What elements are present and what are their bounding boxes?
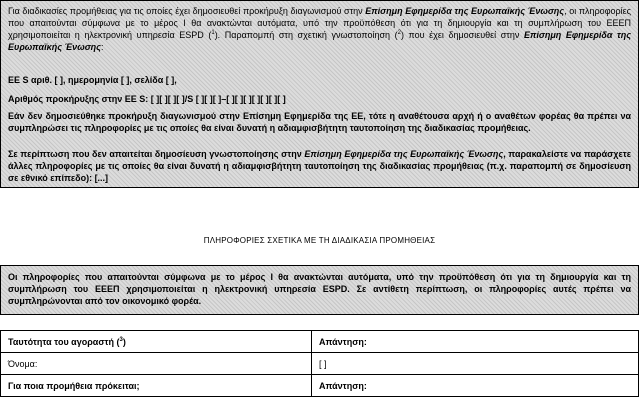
answer-header	[312, 375, 639, 397]
text: Οι πληροφορίες που απαιτούνται σύμφωνα με το μέρος Ι θα ανακτώνται αυτόματα, υπό την προϋπόθεση ότι για τη δημιουργία και τη συμπλήρωση του ΕΕΕΠ χρησιμοποιείται η ηλεκτρονική υπηρεσία ESPD. Σε αντίθετη περίπτωση, οι πληροφορίες αυτές πρέπει να συμπληρώνονται από τον οικονομικό φορέα.	[8, 272, 631, 306]
buyer-identity-label	[1, 331, 312, 353]
notice-paragraph-intro	[8, 5, 631, 53]
text: )	[122, 336, 126, 347]
text: Ταυτότητα του αγοραστή (	[8, 336, 120, 347]
notice-paragraph-other-info	[8, 148, 631, 184]
oj-reference-line	[8, 74, 631, 86]
table-row	[1, 331, 639, 353]
procurement-subject-label	[1, 375, 312, 397]
oj-eu-title: Επίσημη Εφημερίδα της Ευρωπαϊκής Ένωσης	[8, 30, 631, 52]
footnote-ref: 1	[211, 30, 215, 36]
answer-header	[312, 331, 639, 353]
info-paragraph	[8, 271, 631, 307]
notice-number-line	[8, 93, 631, 105]
oj-eu-title: Επίσημη Εφημερίδα της Ευρωπαϊκής Ένωσης	[365, 6, 565, 16]
text: ) που έχει δημοσιευθεί στην	[400, 30, 524, 40]
oj-reference: ΕΕ S αριθ. [ ], ημερομηνία [ ], σελίδα [ ],	[8, 75, 177, 85]
text: , παρακαλείστε να παράσχετε άλλες πληροφορίες με τις οποίες θα είναι δυνατή η αδιαμφισβήτητη ταυτοποίηση της διαδικασίας προμήθειας (π.χ. παραπομπή σε δημοσίευση σε εθνικό επίπεδο): [...]	[8, 149, 631, 183]
name-answer-field[interactable]: [ ]	[312, 353, 639, 375]
footnote-ref: 2	[397, 30, 401, 36]
text: Εάν δεν δημοσιεύθηκε προκήρυξη διαγωνισμού στην Επίσημη Εφημερίδα της ΕΕ, τότε η αναθέτουσα αρχή ή ο αναθέτων φορέας θα πρέπει να συμπληρώσει τις πληροφορίες με τις οποίες θα είναι δυνατή η αδιαμφισβήτητη ταυτοποίηση της διαδικασίας προμήθειας.	[8, 111, 631, 133]
text: :	[100, 42, 104, 52]
name-label: Όνομα:	[1, 353, 312, 375]
text: , οι πληροφορίες που απαιτούνται σύμφωνα με το μέρος Ι θα ανακτώνται αυτόματα, υπό την προϋπόθεση ότι για τη δημιουργία και τη συμπλήρωση του ΕΕΕΠ χρησιμοποιείται η ηλεκτρονική υπηρεσία ESPD (	[8, 6, 631, 40]
text: Απάντηση:	[319, 336, 367, 347]
text: Απάντηση:	[319, 380, 367, 391]
text: ). Παραπομπή στη σχετική γνωστοποίηση (	[214, 30, 398, 40]
footnote-ref: 3	[119, 336, 123, 343]
text: Για ποια προμήθεια πρόκειται;	[8, 380, 140, 391]
section-title: ΠΛΗΡΟΦΟΡΙΕΣ ΣΧΕΤΙΚΑ ΜΕ ΤΗ ΔΙΑΔΙΚΑΣΙΑ ΠΡΟΜΗΘΕΙΑΣ	[203, 236, 436, 245]
text: Σε περίπτωση που δεν απαιτείται δημοσίευση γνωστοποίησης στην	[8, 149, 305, 159]
notice-number: Αριθμός προκήρυξης στην ΕΕ S: [ ][ ][ ][ ]/S [ ][ ][ ]–[ ][ ][ ][ ][ ][ ][ ]	[8, 94, 286, 104]
procurement-info-table	[0, 330, 639, 397]
auto-retrieval-info-box	[0, 265, 639, 315]
text: Για διαδικασίες προμήθειας για τις οποίες έχει δημοσιευθεί προκήρυξη διαγωνισμού στην	[8, 6, 366, 16]
table-row	[1, 353, 639, 375]
procurement-notice-box	[0, 0, 639, 188]
table-row	[1, 375, 639, 397]
notice-paragraph-not-published	[8, 110, 631, 134]
oj-eu-title: Επίσημη Εφημερίδα της Ευρωπαϊκής Ένωσης	[304, 149, 504, 159]
